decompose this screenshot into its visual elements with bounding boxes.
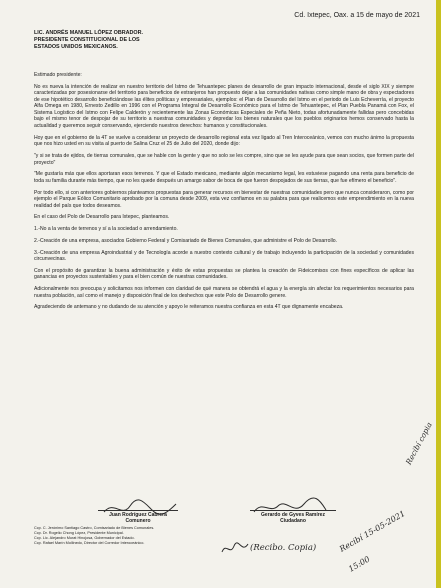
paragraph: En el caso del Polo de Desarrollo para Ixtepec, planteamos. xyxy=(34,214,170,221)
handwritten-side-note: Recibí copia xyxy=(404,420,434,467)
recipient-name: LIC. ANDRÉS MANUEL LÓPEZ OBRADOR. xyxy=(34,30,144,36)
salutation: Estimado presidente: xyxy=(34,72,82,78)
quote: "Me gustaría más que ellos aportaran esos terrenos. Y que el Estado mexicano, mediante algún mecanismo legal, les estuviese pagando una renta para beneficio de toda su familia durante más tiempo, que no les quede después un amargo sabor de boca de que fueron despojados de sus tierras, que fue efímero el beneficio". xyxy=(34,171,414,184)
letter-body xyxy=(34,72,414,316)
closing: Agradeciendo de antemano y no dudando de su atención y apoyo le reiteramos nuestra confianza en esta 4T que dignamente encabeza. xyxy=(34,304,344,311)
carbon-copy-list xyxy=(34,526,154,546)
paragraph: Por todo ello, si con anteriores gobiernos planteamos propuestas para generar recursos en bienestar de nuestras comunidades pero que nunca consideraron, como por ejemplo el Parque Eólico Comunitario aprobado por la comuna desde 2009, esta vez confiamos en su palabra para que realicemos este emprendimiento en la nueva realidad del país que todos deseamos. xyxy=(34,189,414,209)
ccp-line: Ccp. Lic. Alejandro Murat Hinojosa, Gobernador del Estado. xyxy=(34,536,135,541)
paragraph: No es nueva la intención de realizar en nuestro territorio del Istmo de Tehuantepec planes de desarrollo de gran impacto internacional, desde el siglo XIX y siempre caracterizadas por posesionarse del territorio para beneficios de extranjeros han propuesto dejar a las comunidades nativas como simple mano de obra y espectadores de ese hipotético desarrollo beneficiándose las élites políticas y empresariales, ejemplos: el Plan de Desarrollo del Istmo en el periodo de Luis Echeverría, el proyecto Alfa Omega en 1980, Ernesto Zedillo en 1996 con el Programa Integral de Desarrollo Económico para el Istmo de Tehuantepec, el Plan Puebla Panamá con Fox, el Sistema Logístico del Istmo con Felipe Calderón y recientemente las Zonas Económicas Especiales de Peña Nieto, todas afortunadamente fallidas pero concebidas bajo el mismo tenor de despojar de su territorio a nuestras comunidades y depredar los bienes naturales que los pueblos originarios hemos conservado hasta la actualidad y queremos seguir conservando, ejerciendo nuestros derechos: humanos y constitucionales. xyxy=(34,83,414,130)
signer-role: Comunero xyxy=(125,518,151,524)
signature-block-1 xyxy=(98,510,178,524)
handwritten-copy-note: (Recibo. Copia) xyxy=(250,543,317,553)
ccp-line: Ccp. Rafael Marín Mollinedo, Director del Corredor Interoceánico. xyxy=(34,541,145,546)
signature-line xyxy=(98,510,178,511)
recipient-block xyxy=(34,30,143,51)
recipient-title: PRESIDENTE CONSTITUCIONAL DE LOS xyxy=(34,37,140,43)
ccp-line: Ccp. C. Jerónimo Santiago Castro, Comisariado de Bienes Comunales. xyxy=(34,526,155,530)
paragraph: Hoy que en el gobierno de la 4T se vuelve a considerar un proyecto de desarrollo regional esta vez ligado al Tren Interoceánico, vemos con mucho ánimo la propuesta que nos hizo usted en su visita al puerto de Salina Cruz el 25 de Julio del 2020, donde dijo: xyxy=(34,134,414,148)
signature-line xyxy=(250,510,336,511)
signer-role: Ciudadano xyxy=(280,518,306,524)
signer-name: Gerardo de Gyves Ramírez xyxy=(261,512,325,518)
signature-block-2 xyxy=(250,510,336,524)
paragraph: Adicionalmente nos preocupa y solicitamos nos informen con claridad de qué manera se obtendrá el agua y la energía sin afectar los requerimientos necesarios para nuestra población, así como el manejo y disposición final de los deshechos que este Polo de Desarrollo genere. xyxy=(34,286,414,299)
handwritten-time: 15:00 xyxy=(347,554,372,574)
signer-name: Juan Rodríguez Cabrera xyxy=(109,512,167,518)
received-scribble xyxy=(220,540,250,558)
ccp-line: Ccp. Dr. Rogelio Chong López, Presidente Municipal. xyxy=(34,531,124,536)
list-item: 3.-Creación de una empresa Agroindustrial y de Tecnología acorde a nuestro contexto cultural y de trabajo incluyendo la participación de la sociedad y comunidades circunvecinas. xyxy=(34,249,414,263)
recipient-title-2: ESTADOS UNIDOS MEXICANOS. xyxy=(34,44,118,50)
list-item: 1.-No a la venta de terrenos y sí a la sociedad o arrendamiento. xyxy=(34,226,178,233)
quote: "y si se trata de ejidos, de tierras comunales, que se hable con la gente y que no solo se les compre, sino que se les ayude para que sean socios, que formen parte del proyecto" xyxy=(34,153,414,166)
dateline: Cd. Ixtepec, Oax. a 15 de mayo de 2021 xyxy=(294,12,420,19)
list-item: 2.-Creación de una empresa, asociados Gobierno Federal y Comisariado de Bienes Comunales, que administre el Polo de Desarrollo. xyxy=(34,237,337,244)
paragraph: Con el propósito de garantizar la buena administración y éxito de estas propuestas se plantea la creación de Fideicomisos con fines específicos de aplicar las ganancias en proyectos sustentables y para el bien común de nuestras comunidades. xyxy=(34,267,414,281)
handwritten-received-date: Recibí 15-05-2021 xyxy=(338,508,407,554)
